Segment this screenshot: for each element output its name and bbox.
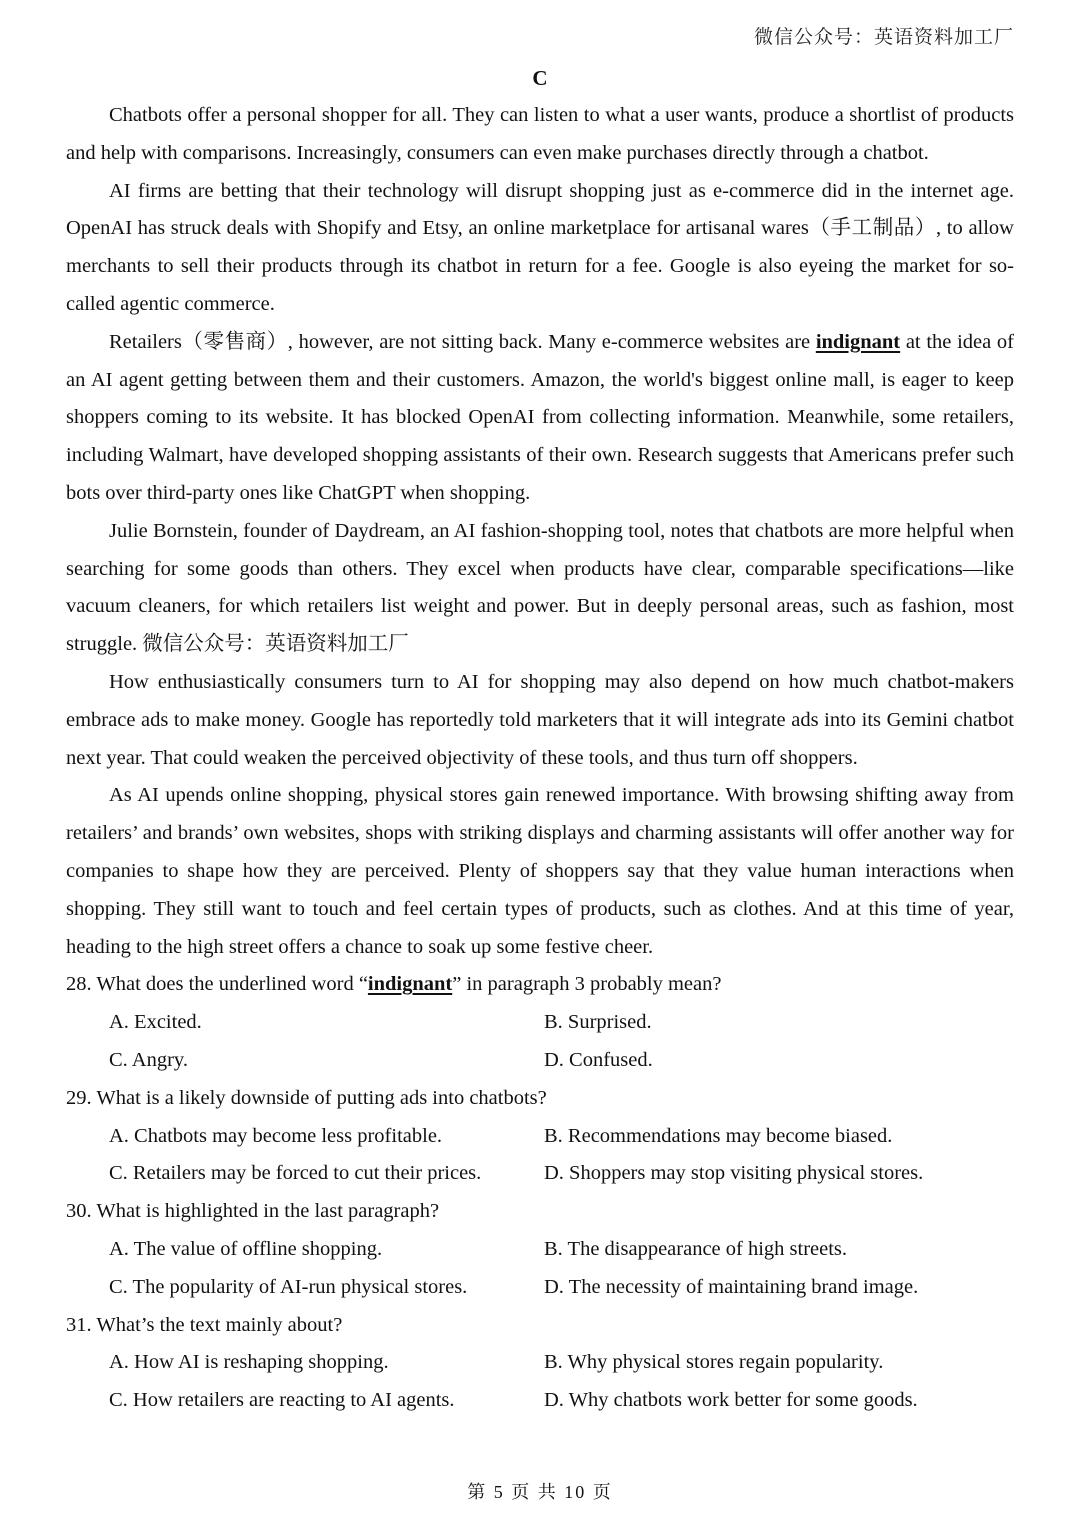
option-29-a[interactable]: A. Chatbots may become less profitable. bbox=[109, 1124, 443, 1147]
question-31-options bbox=[66, 1344, 1014, 1420]
option-28-a[interactable]: A. Excited. bbox=[109, 1011, 202, 1034]
option-28-c[interactable]: C. Angry. bbox=[109, 1048, 188, 1071]
paragraph-5: How enthusiastically consumers turn to AI for shopping may also depend on how much chatbot-makers embrace ads to make money. Google has reportedly told marketers that it will integrate ads into its Gemini chatbot next year. That could weaken the perceived objectivity of these tools, and thus turn off shoppers. bbox=[66, 670, 1014, 769]
option-30-c[interactable]: C. The popularity of AI-run physical stores. bbox=[109, 1275, 468, 1298]
question-31 bbox=[66, 1307, 1014, 1420]
option-31-a[interactable]: A. How AI is reshaping shopping. bbox=[109, 1351, 389, 1374]
option-29-b[interactable]: B. Recommendations may become biased. bbox=[544, 1124, 893, 1147]
question-30-options bbox=[66, 1231, 1014, 1307]
reading-passage bbox=[66, 97, 1014, 1420]
question-31-stem: 31. What’s the text mainly about? bbox=[66, 1313, 343, 1336]
question-30-stem: 30. What is highlighted in the last paragraph? bbox=[66, 1200, 440, 1223]
section-title: C bbox=[532, 66, 548, 90]
question-29-options bbox=[66, 1118, 1014, 1194]
question-29 bbox=[66, 1080, 1014, 1193]
question-28 bbox=[66, 966, 1014, 1079]
paragraph-3 bbox=[66, 324, 1014, 513]
header-watermark: 微信公众号：英语资料加工厂 bbox=[753, 27, 1014, 48]
question-28-stem bbox=[66, 966, 1014, 1004]
paragraph-3-end: at the idea of an AI agent getting between them and their customers. Amazon, the world's biggest online mall, is eager to keep shoppers coming to its website. It has blocked OpenAI from collecting information. Meanwhile, some retailers, including Walmart, have developed shopping assistants of their own. Research suggests that Americans prefer such bots over third-party ones like ChatGPT when shopping. bbox=[66, 330, 1014, 504]
option-30-a[interactable]: A. The value of offline shopping. bbox=[109, 1237, 383, 1260]
underlined-word: indignant bbox=[815, 330, 901, 353]
paragraph-1: Chatbots offer a personal shopper for all. They can listen to what a user wants, produce a shortlist of products and help with comparisons. Increasingly, consumers can even make purchases directly through a chatbot. bbox=[66, 104, 1014, 164]
question-29-stem: 29. What is a likely downside of putting ads into chatbots? bbox=[66, 1086, 547, 1109]
option-30-d[interactable]: D. The necessity of maintaining brand image. bbox=[544, 1275, 919, 1298]
option-29-d[interactable]: D. Shoppers may stop visiting physical stores. bbox=[544, 1162, 924, 1185]
option-31-d[interactable]: D. Why chatbots work better for some goods. bbox=[544, 1389, 918, 1412]
option-29-c[interactable]: C. Retailers may be forced to cut their prices. bbox=[109, 1162, 482, 1185]
option-28-d[interactable]: D. Confused. bbox=[544, 1048, 653, 1071]
option-30-b[interactable]: B. The disappearance of high streets. bbox=[544, 1237, 848, 1260]
paragraph-4: Julie Bornstein, founder of Daydream, an AI fashion-shopping tool, notes that chatbots are more helpful when searching for some goods than others. They excel when products have clear, comparable specifications—like vacuum cleaners, for which retailers list weight and power. But in deeply personal areas, such as fashion, most struggle. 微信公众号：英语资料加工厂 bbox=[66, 519, 1014, 656]
paragraph-3-start: Retailers（零售商）, however, are not sitting back. Many e-commerce websites are bbox=[109, 330, 816, 353]
option-28-b[interactable]: B. Surprised. bbox=[544, 1011, 652, 1034]
question-28-underlined-word: indignant bbox=[367, 973, 453, 996]
paragraph-2: AI firms are betting that their technology will disrupt shopping just as e-commerce did in the internet age. OpenAI has struck deals with Shopify and Etsy, an online marketplace for artisanal wares（手工制品）, to allow merchants to sell their products through its chatbot in return for a fee. Google is also eyeing the market for so-called agentic commerce. bbox=[66, 179, 1014, 315]
option-31-b[interactable]: B. Why physical stores regain popularity. bbox=[544, 1351, 884, 1374]
option-31-c[interactable]: C. How retailers are reacting to AI agents. bbox=[109, 1389, 455, 1412]
question-30 bbox=[66, 1193, 1014, 1306]
question-28-text-start: 28. What does the underlined word “ bbox=[66, 973, 368, 996]
question-28-options bbox=[66, 1004, 1014, 1080]
paragraph-6: As AI upends online shopping, physical stores gain renewed importance. With browsing shifting away from retailers’ and brands’ own websites, shops with striking displays and charming assistants will offer another way for companies to shape how they are perceived. Plenty of shoppers say that they value human interactions when shopping. They still want to touch and feel certain types of products, such as clothes. And at this time of year, heading to the high street offers a chance to soak up some festive cheer. bbox=[66, 784, 1014, 958]
page-number: 第 5 页 共 10 页 bbox=[467, 1482, 613, 1502]
question-28-text-end: ” in paragraph 3 probably mean? bbox=[452, 973, 722, 996]
